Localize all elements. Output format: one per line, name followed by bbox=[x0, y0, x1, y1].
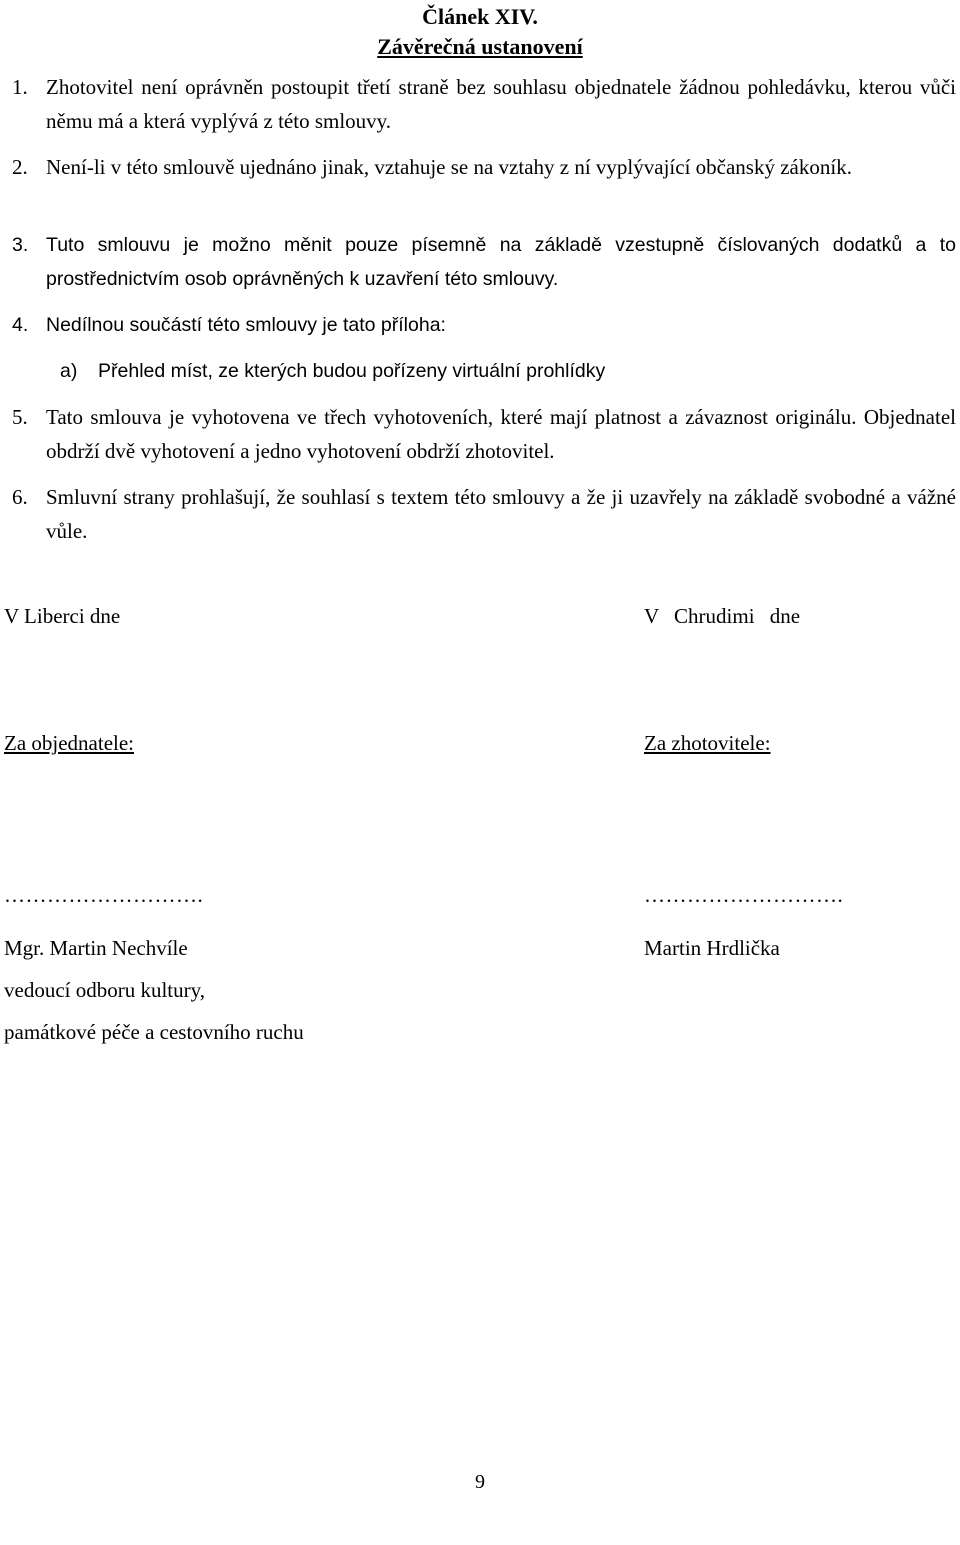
signatory-role-line-2: památkové péče a cestovního ruchu bbox=[4, 1020, 304, 1044]
clause-text: Tato smlouva je vyhotovena ve třech vyhotoveních, které mají platnost a závaznost originálu. Objednatel obdrží dvě vyhotovení a jedno vyhotovení obdrží zhotovitel. bbox=[46, 405, 956, 463]
signature-line-right: ………………………. bbox=[644, 883, 844, 907]
clause-6 bbox=[12, 480, 956, 548]
clause-number: 4. bbox=[12, 314, 29, 336]
clause-number: 6. bbox=[12, 485, 28, 509]
clause-text: Nedílnou součástí této smlouvy je tato příloha: bbox=[46, 314, 446, 336]
clause-3 bbox=[12, 228, 956, 296]
signing-place-right: V Chrudimi dne bbox=[644, 604, 801, 628]
clause-4 bbox=[12, 308, 956, 342]
attachment-text: Přehled míst, ze kterých budou pořízeny virtuální prohlídky bbox=[98, 360, 606, 382]
article-number: Článek XIV. bbox=[422, 4, 538, 29]
clause-text: Smluvní strany prohlašují, že souhlasí s textem této smlouvy a že ji uzavřely na základě svobodné a vážné vůle. bbox=[46, 485, 956, 543]
signature-line-left: ………………………. bbox=[4, 883, 204, 907]
clause-number: 3. bbox=[12, 234, 29, 256]
clause-number: 2. bbox=[12, 155, 28, 179]
page-number: 9 bbox=[475, 1471, 485, 1493]
party-label-contractor: Za zhotovitele: bbox=[644, 731, 771, 755]
attachment-letter: a) bbox=[60, 360, 78, 382]
signing-place-left: V Liberci dne bbox=[4, 604, 121, 628]
clause-text: Tuto smlouvu je možno měnit pouze písemně na základě vzestupně číslovaných dodatků a to prostřednictvím osob oprávněných k uzavření této smlouvy. bbox=[46, 234, 956, 290]
clause-number: 1. bbox=[12, 75, 28, 99]
clause-1 bbox=[12, 70, 956, 138]
clause-2 bbox=[12, 150, 956, 184]
attachment-item bbox=[60, 354, 940, 388]
clause-text: Není-li v této smlouvě ujednáno jinak, vztahuje se na vztahy z ní vyplývající občanský zákoník. bbox=[46, 155, 852, 179]
clause-5 bbox=[12, 400, 956, 468]
signatory-role-line-1: vedoucí odboru kultury, bbox=[4, 978, 206, 1002]
signatory-name-left: Mgr. Martin Nechvíle bbox=[4, 936, 188, 960]
signatory-name-right: Martin Hrdlička bbox=[644, 936, 780, 960]
article-title: Závěrečná ustanovení bbox=[377, 34, 583, 59]
clause-number: 5. bbox=[12, 405, 28, 429]
clause-text: Zhotovitel není oprávněn postoupit třetí straně bez souhlasu objednatele žádnou pohledávku, kterou vůči němu má a která vyplývá z této smlouvy. bbox=[46, 75, 956, 133]
party-label-client: Za objednatele: bbox=[4, 731, 135, 755]
